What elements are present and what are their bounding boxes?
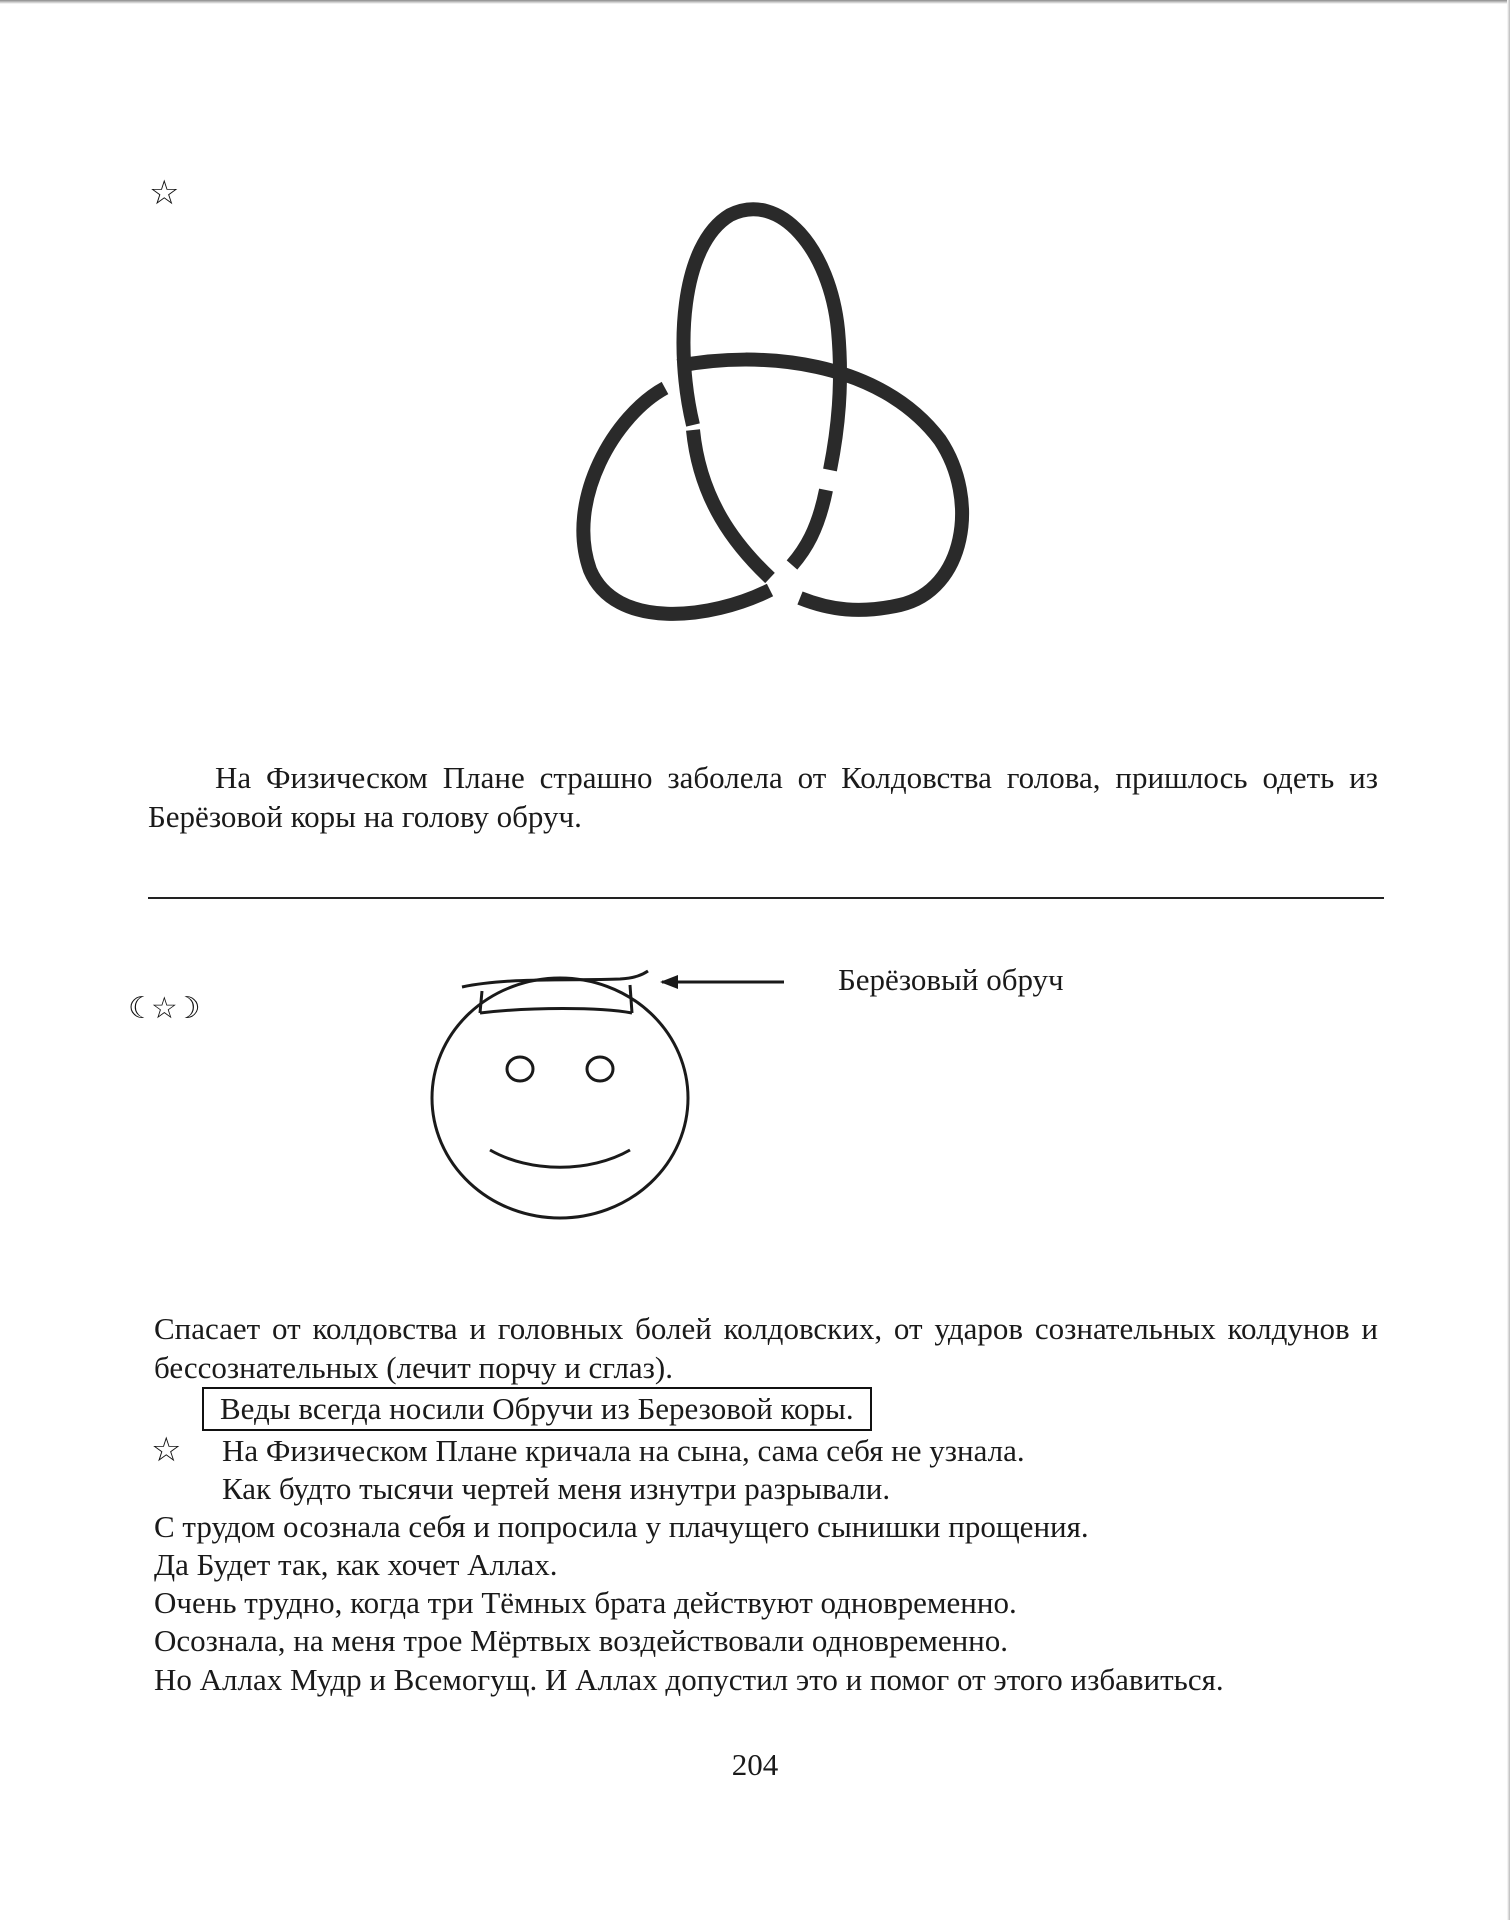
knot-loop-left xyxy=(583,388,770,614)
text-line: Но Аллах Мудр и Всемогущ. И Аллах допустил это и помог от этого избавиться. xyxy=(154,1662,1224,1697)
star-icon: ☆ xyxy=(149,173,180,213)
triquetra-knot-figure xyxy=(560,200,1000,650)
text-line: Осознала, на меня трое Мёртвых воздействовали одновременно. xyxy=(154,1623,1009,1658)
star-icon: ☆ xyxy=(151,1430,182,1470)
text-line: С трудом осознала себя и попросила у плачущего сынишки прощения. xyxy=(154,1509,1089,1544)
face-eye-right xyxy=(587,1057,613,1081)
knot-strand-inner-left xyxy=(693,430,770,578)
moon-star-icon: ☾☆☽ xyxy=(128,991,197,1026)
face-with-hoop-figure xyxy=(420,965,800,1225)
face-head xyxy=(432,978,688,1218)
knot-strand-inner-right xyxy=(792,490,826,565)
page-number: 204 xyxy=(731,1747,779,1782)
face-eye-left xyxy=(507,1057,533,1081)
text-line: Очень трудно, когда три Тёмных брата действуют одновременно. xyxy=(154,1585,1017,1620)
hoop-band xyxy=(462,971,648,987)
paragraph-headache xyxy=(148,758,1378,836)
face-smile xyxy=(490,1150,630,1167)
paragraph-headache-text: На Физическом Плане страшно заболела от Колдовства голова, пришлось одеть из Берёзовой коры на голову обруч. xyxy=(148,760,1378,834)
paragraph-protection xyxy=(154,1309,1378,1387)
hoop-label: Берёзовый обруч xyxy=(838,962,1064,997)
boxed-statement: Веды всегда носили Обручи из Березовой коры. xyxy=(202,1387,872,1431)
hoop-band-lower xyxy=(480,1009,632,1014)
paragraph-protection-text: Спасает от колдовства и головных болей колдовских, от ударов сознательных колдунов и бессознательных (лечит порчу и сглаз). xyxy=(154,1311,1378,1385)
text-line: Как будто тысячи чертей меня изнутри разрывали. xyxy=(222,1471,891,1506)
arrow-head xyxy=(660,975,678,989)
knot-loop-right xyxy=(678,360,962,610)
text-line: На Физическом Плане кричала на сына, сама себя не узнала. xyxy=(222,1433,1025,1468)
text-line: Да Будет так, как хочет Аллах. xyxy=(154,1547,558,1582)
knot-loop-top xyxy=(683,209,840,470)
scan-edge-top xyxy=(0,0,1510,4)
section-divider xyxy=(148,897,1384,899)
